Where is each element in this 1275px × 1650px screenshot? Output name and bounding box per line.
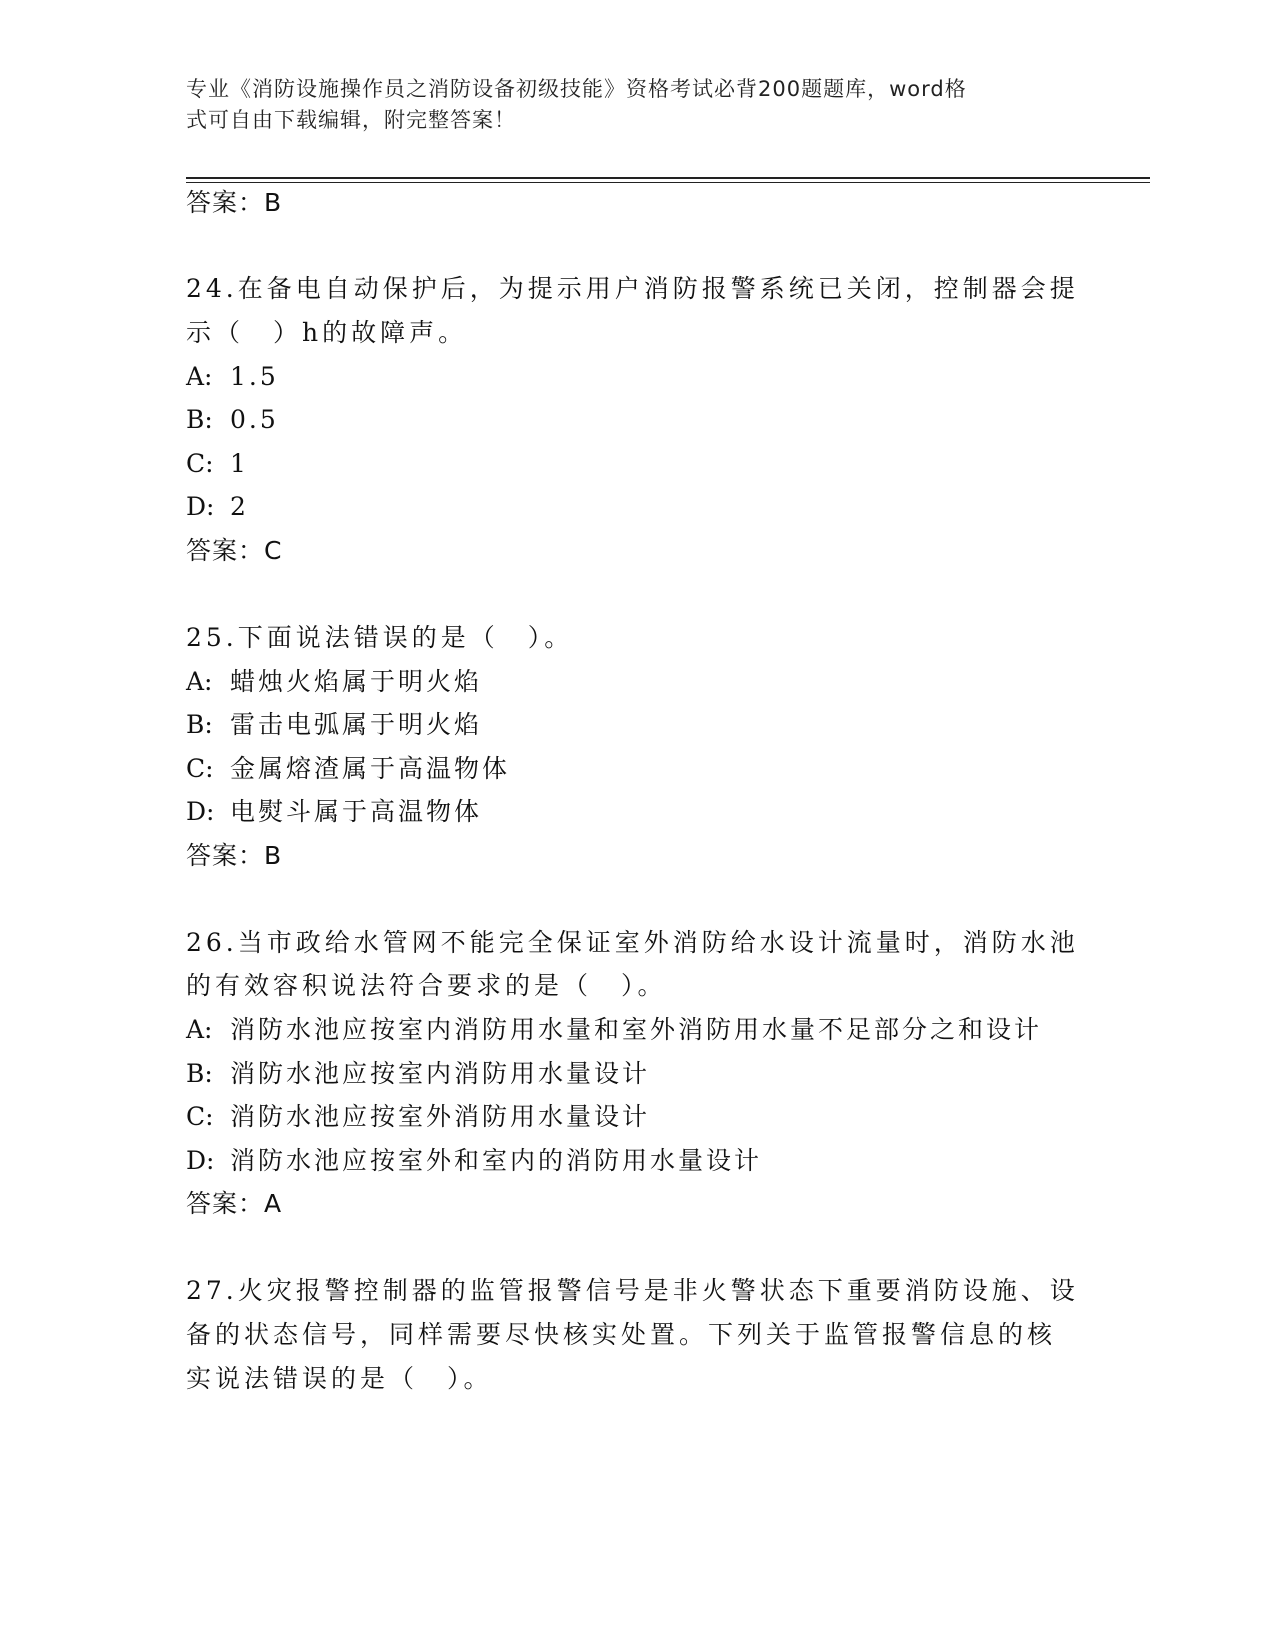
option-d [186,490,249,524]
option-b [186,708,482,742]
option-text: 金属熔渣属于高温物体 [230,754,511,783]
option-c [186,447,249,481]
question-stem-line: 示（ ）h的故障声。 [186,318,468,347]
question-stem-line: 26.当市政给水管网不能完全保证室外消防给水设计流量时，消防水池 [186,928,1079,957]
option-label: B: [186,710,213,739]
option-a [186,360,279,394]
option-text: 消防水池应按室外消防用水量设计 [230,1102,651,1131]
header-divider-thin [186,182,1150,183]
header-line-1: 专业《消防设施操作员之消防设备初级技能》资格考试必背200题题库，word格 [186,77,967,101]
option-label: A: [186,667,213,696]
option-label: C: [186,449,214,478]
question-stem-line: 的有效容积说法符合要求的是（ ）。 [186,971,667,1000]
option-b [186,403,279,437]
option-d [186,795,482,829]
option-a [186,1013,1042,1047]
option-a [186,665,482,699]
header-divider-thick [186,177,1150,179]
option-label: D: [186,492,215,521]
question-answer: 答案：C [186,536,283,565]
page-header [186,74,1066,136]
option-c [186,1100,650,1134]
option-text: 0.5 [230,405,279,434]
option-label: D: [186,797,215,826]
question-stem-line: 实说法错误的是（ ）。 [186,1364,493,1393]
option-label: C: [186,754,214,783]
option-label: A: [186,1015,213,1044]
question-stem-line: 25.下面说法错误的是（ ）。 [186,623,574,652]
option-label: D: [186,1146,215,1175]
question-stem-line: 备的状态信号，同样需要尽快核实处置。下列关于监管报警信息的核 [186,1320,1057,1349]
option-text: 1 [230,449,249,478]
option-label: A: [186,362,213,391]
option-label: C: [186,1102,214,1131]
option-text: 1.5 [230,362,279,391]
option-text: 消防水池应按室外和室内的消防用水量设计 [230,1146,763,1175]
option-b [186,1057,650,1091]
option-text: 消防水池应按室内消防用水量和室外消防用水量不足部分之和设计 [230,1015,1043,1044]
option-text: 2 [230,492,249,521]
option-text: 电熨斗属于高温物体 [230,797,483,826]
option-text: 消防水池应按室内消防用水量设计 [230,1059,651,1088]
option-text: 雷击电弧属于明火焰 [230,710,483,739]
option-label: B: [186,1059,213,1088]
question-answer: 答案：B [186,841,283,870]
answer-previous: 答案：B [186,188,283,217]
option-label: B: [186,405,213,434]
option-text: 蜡烛火焰属于明火焰 [230,667,483,696]
option-c [186,752,510,786]
option-d [186,1144,762,1178]
question-stem-line: 27.火灾报警控制器的监管报警信号是非火警状态下重要消防设施、设 [186,1276,1079,1305]
header-line-2: 式可自由下载编辑，附完整答案！ [186,108,516,132]
question-stem-line: 24.在备电自动保护后，为提示用户消防报警系统已关闭，控制器会提 [186,274,1079,303]
question-answer: 答案：A [186,1189,283,1218]
